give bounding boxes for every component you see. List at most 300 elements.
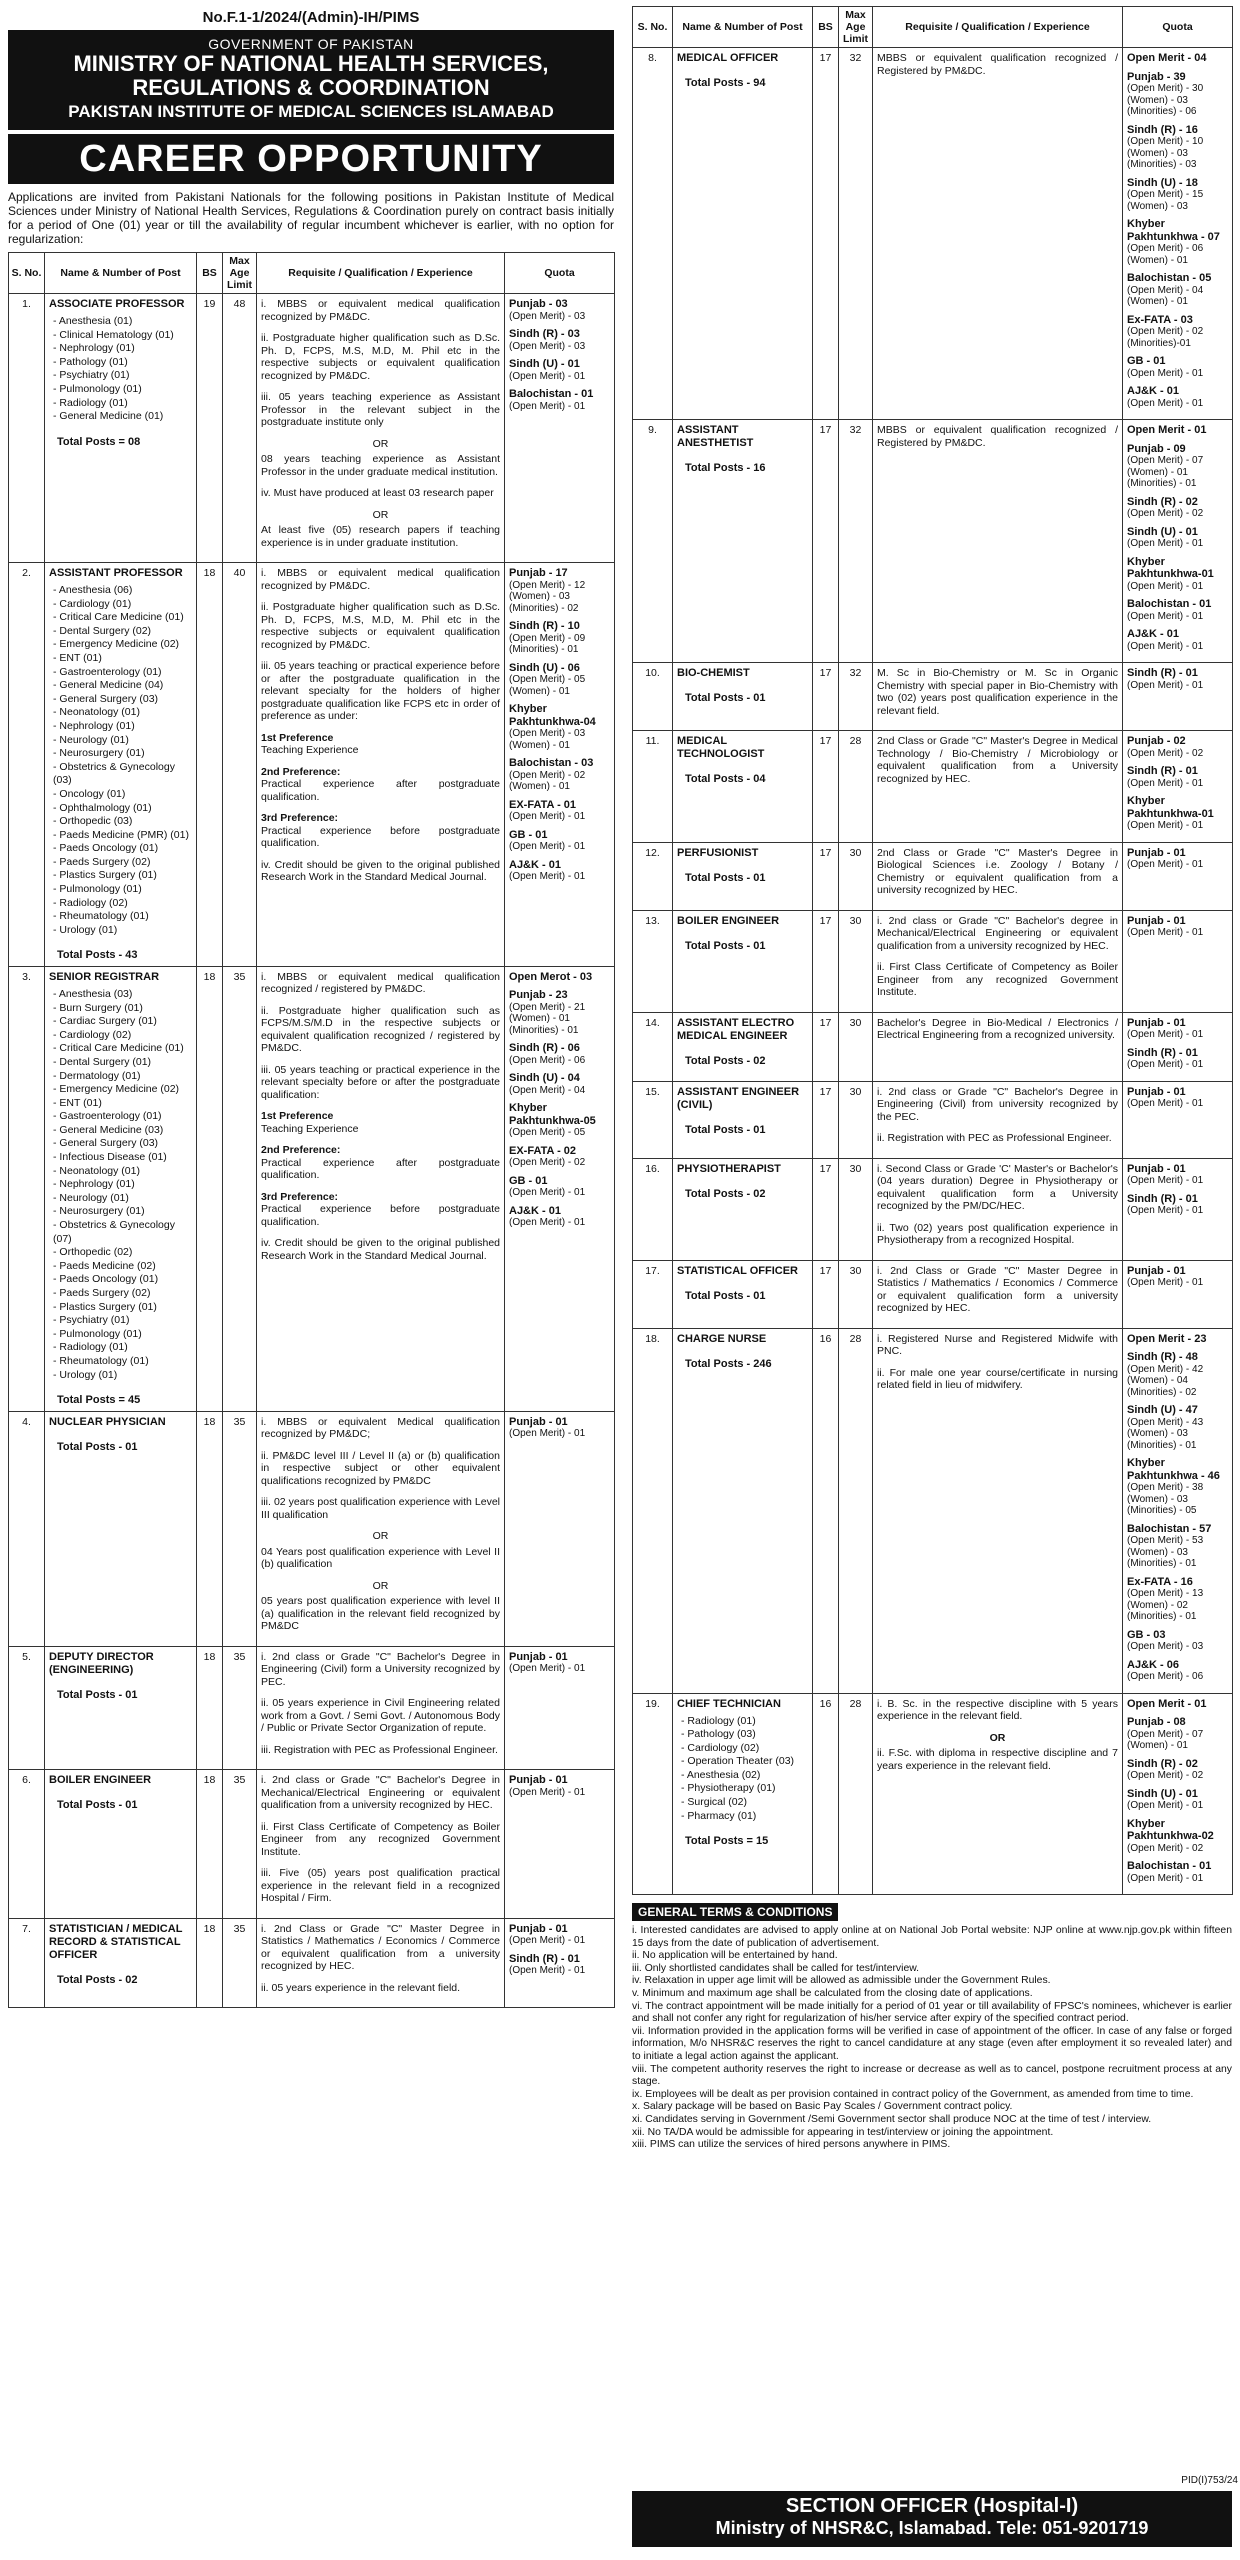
specialty-item: - Burn Surgery (01) <box>53 1002 192 1016</box>
specialty-item: - Cardiology (02) <box>681 1742 808 1756</box>
quota-block <box>509 1205 610 1229</box>
post-age: 32 <box>839 420 873 663</box>
post-age: 35 <box>223 1770 257 1919</box>
quota-detail: (Open Merit) - 03 <box>509 728 586 739</box>
quota-detail: (Open Merit) - 07 <box>1127 455 1204 466</box>
quota-block <box>509 1774 610 1798</box>
term-item: i. Interested candidates are advised to apply online at on National Job Portal website: NJP online at www.njp.gov.pk within fifteen 15 days from the date of publication of advertisement. <box>632 1925 1232 1949</box>
quota-detail: (Minorities) - 02 <box>509 602 579 614</box>
quota-detail: (Women) - 03 <box>1127 147 1188 159</box>
requisite-item: i. 2nd Class or Grade "C" Master Degree in Statistics / Mathematics / Economics / Commerce or equivalent qualification form a university recognized by HEC. <box>877 1264 1118 1314</box>
post-bs: 17 <box>813 842 839 910</box>
post-age: 30 <box>839 1158 873 1260</box>
post-age: 48 <box>223 294 257 563</box>
post-row <box>9 1646 615 1770</box>
quota-block <box>1127 355 1228 379</box>
quota-cell <box>1123 1158 1233 1260</box>
post-age: 30 <box>839 1012 873 1081</box>
post-name: NUCLEAR PHYSICIAN <box>49 1415 166 1428</box>
quota-block <box>1127 1818 1228 1855</box>
specialty-item: - Anesthesia (03) <box>53 988 192 1002</box>
specialty-item: - Neonatology (01) <box>53 706 192 720</box>
quota-region: Punjab - 03 <box>509 298 568 310</box>
table-header-row <box>633 7 1233 48</box>
quota-block <box>1127 1576 1228 1623</box>
specialty-item: - Infectious Disease (01) <box>53 1151 192 1165</box>
header-req: Requisite / Qualification / Experience <box>873 7 1123 48</box>
quota-region: Khyber Pakhtunkhwa - 07 <box>1127 218 1220 243</box>
specialty-item: - General Surgery (03) <box>53 1137 192 1151</box>
quota-block <box>1127 71 1228 118</box>
quota-region: Punjab - 01 <box>1127 1016 1186 1029</box>
requisite-item: ii. First Class Certificate of Competency as Boiler Engineer from any recognized Government Institute. <box>877 961 1118 998</box>
header-age: Max Age Limit <box>839 7 873 48</box>
requisite-item: ii. F.Sc. with diploma in respective discipline and 7 years experience in the relevant field. <box>877 1747 1118 1772</box>
requisite-item: Bachelor's Degree in Bio-Medical / Electronics / Electrical Engineering from a recognized university. <box>877 1016 1118 1041</box>
requisite-cell <box>873 842 1123 910</box>
quota-detail: (Open Merit) - 01 <box>1127 397 1204 409</box>
quota-block <box>1127 1716 1228 1752</box>
header-name: Name & Number of Post <box>45 253 197 294</box>
preference-heading: 2nd Preference: <box>261 765 341 778</box>
preference-heading: 2nd Preference: <box>261 1144 341 1157</box>
quota-cell <box>1123 420 1233 663</box>
quota-region: Punjab - 01 <box>509 1774 568 1787</box>
quota-block <box>1127 1758 1228 1782</box>
quota-block <box>1127 847 1228 871</box>
quota-region: Punjab - 08 <box>1127 1716 1186 1728</box>
specialty-item: - Cardiac Surgery (01) <box>53 1015 192 1029</box>
table-header-row <box>9 253 615 294</box>
post-sno: 3. <box>9 966 45 1411</box>
quota-block <box>509 1145 610 1169</box>
specialty-item: - Neonatology (01) <box>53 1165 192 1179</box>
specialty-item: - Radiology (01) <box>53 397 192 411</box>
post-age: 30 <box>839 1081 873 1158</box>
specialty-item: - Dental Surgery (02) <box>53 625 192 639</box>
post-name-cell <box>673 1012 813 1081</box>
specialty-item: - Obstetrics & Gynecology (03) <box>53 761 192 788</box>
quota-block <box>1127 1523 1228 1570</box>
post-name: CHIEF TECHNICIAN <box>677 1697 781 1710</box>
post-row <box>633 420 1233 663</box>
quota-region: Khyber Pakhtunkhwa-01 <box>1127 555 1214 580</box>
quota-detail: (Open Merit) - 03 <box>509 340 586 352</box>
or-separator: OR <box>989 1731 1006 1744</box>
term-item: v. Minimum and maximum age shall be calculated from the closing date of applications. <box>632 1987 1033 1999</box>
requisite-item: Teaching Experience <box>261 744 359 756</box>
post-bs: 18 <box>197 1918 223 2008</box>
quota-detail: (Open Merit) - 30 <box>1127 83 1204 94</box>
quota-detail: (Open Merit) - 01 <box>1127 580 1204 592</box>
requisite-item: 08 years teaching experience as Assistant Professor in the under graduate medical institution. <box>261 453 500 478</box>
quota-region: Balochistan - 03 <box>509 757 594 769</box>
requisite-item: ii. For male one year course/certificate in nursing related field in lieu of midwifery. <box>877 1366 1118 1391</box>
requisite-item: i. B. Sc. in the respective discipline with 5 years experience in the relevant field. <box>877 1697 1118 1722</box>
post-row <box>633 910 1233 1012</box>
post-bs: 17 <box>813 48 839 420</box>
specialty-item: - Radiology (02) <box>53 897 192 911</box>
quota-region: Punjab - 02 <box>1127 735 1186 747</box>
total-posts: Total Posts - 246 <box>685 1357 772 1370</box>
header-age: Max Age Limit <box>223 253 257 294</box>
post-row <box>633 1012 1233 1081</box>
quota-region: Punjab - 09 <box>1127 442 1186 455</box>
quota-detail: (Open Merit) - 01 <box>1127 610 1204 622</box>
post-sno: 5. <box>9 1646 45 1770</box>
quota-block <box>509 388 610 412</box>
requisite-item: iv. Must have produced at least 03 research paper <box>261 487 494 499</box>
quota-detail: (Minorities) - 05 <box>1127 1505 1197 1516</box>
quota-block <box>1127 1163 1228 1187</box>
total-posts: Total Posts - 94 <box>685 77 766 89</box>
specialty-item: - Surgical (02) <box>681 1796 808 1810</box>
quota-detail: (Open Merit) - 01 <box>509 1935 586 1947</box>
specialty-item: - Psychiatry (01) <box>53 369 192 383</box>
quota-detail: (Open Merit) - 06 <box>509 1054 586 1066</box>
specialty-item: - Neurosurgery (01) <box>53 747 192 761</box>
quota-block <box>509 757 610 793</box>
term-item: xi. Candidates serving in Government /Semi Government sector shall produce NOC at the time of test / interview. <box>632 2113 1152 2125</box>
quota-detail: (Open Merit) - 01 <box>509 1786 586 1798</box>
file-number: No.F.1-1/2024/(Admin)-IH/PIMS <box>202 9 420 26</box>
quota-block <box>1127 1333 1228 1346</box>
post-sno: 1. <box>9 294 45 563</box>
quota-detail: (Open Merit) - 13 <box>1127 1588 1204 1599</box>
quota-block <box>509 1072 610 1096</box>
requisite-cell <box>257 1646 505 1770</box>
total-posts: Total Posts - 43 <box>57 949 138 962</box>
quota-detail: (Minorities) - 01 <box>509 1024 579 1036</box>
specialty-item: - Neurology (01) <box>53 734 192 748</box>
post-sno: 19. <box>633 1693 673 1895</box>
specialty-item: - Physiotherapy (01) <box>681 1782 808 1796</box>
requisite-item: i. 2nd class or Grade "C" Bachelor's Degree in Mechanical/Electrical Engineering or equivalent qualification from a university recognized by HEC. <box>261 1774 500 1812</box>
quota-region: Balochistan - 01 <box>509 388 594 400</box>
quota-block <box>509 799 610 823</box>
term-item: iii. Only shortlisted candidates shall be called for test/interview. <box>632 1962 920 1974</box>
post-sno: 12. <box>633 842 673 910</box>
requisite-cell <box>257 1770 505 1919</box>
quota-detail: (Open Merit) - 01 <box>509 871 586 882</box>
quota-block <box>1127 1629 1228 1653</box>
quota-block <box>1127 443 1228 490</box>
post-bs: 18 <box>197 563 223 967</box>
requisite-cell <box>873 420 1123 663</box>
post-bs: 17 <box>813 1260 839 1328</box>
post-name: PERFUSIONIST <box>677 846 759 859</box>
quota-region: Punjab - 39 <box>1127 70 1186 83</box>
specialty-item: - Pulmonology (01) <box>53 1328 192 1342</box>
quota-detail: (Women) - 04 <box>1127 1375 1188 1386</box>
quota-block <box>509 328 610 352</box>
post-name-cell <box>673 1693 813 1895</box>
quota-region: Sindh (U) - 01 <box>1127 1787 1198 1800</box>
quota-cell <box>1123 663 1233 731</box>
quota-detail: (Open Merit) - 21 <box>509 1001 586 1013</box>
quota-detail: (Open Merit) - 01 <box>509 1663 586 1675</box>
post-row <box>9 563 615 967</box>
post-age: 28 <box>839 1328 873 1693</box>
post-row <box>9 1411 615 1646</box>
quota-region: Open Merit - 23 <box>1127 1332 1207 1345</box>
term-item: xii. No TA/DA would be admissible for appearing in test/interview or joining the appointment. <box>632 2126 1054 2138</box>
quota-block <box>1127 915 1228 939</box>
specialty-item: - Radiology (01) <box>53 1341 192 1355</box>
quota-region: Sindh (U) - 01 <box>509 358 580 370</box>
post-sno: 4. <box>9 1411 45 1646</box>
header-sno: S. No. <box>633 7 673 48</box>
quota-detail: (Minorities) - 03 <box>1127 159 1197 170</box>
quota-detail: (Open Merit) - 05 <box>509 674 586 685</box>
specialty-item: - Critical Care Medicine (01) <box>53 611 192 625</box>
quota-region: Khyber Pakhtunkhwa-02 <box>1127 1817 1214 1842</box>
ministry-contact: Ministry of NHSR&C, Islamabad. Tele: 051-9201719 <box>715 2518 1149 2538</box>
specialty-item: - Pulmonology (01) <box>53 383 192 397</box>
requisite-cell <box>257 966 505 1411</box>
ministry-line-1: MINISTRY OF NATIONAL HEALTH SERVICES, <box>73 51 549 76</box>
specialty-item: - Pharmacy (01) <box>681 1810 808 1824</box>
quota-region: Sindh (U) - 06 <box>509 661 580 674</box>
quota-cell <box>1123 1693 1233 1895</box>
quota-block <box>1127 1265 1228 1289</box>
quota-detail: (Open Merit) - 01 <box>1127 927 1204 938</box>
requisite-cell <box>873 910 1123 1012</box>
specialty-item: - Cardiology (02) <box>53 1029 192 1043</box>
quota-detail: (Women) - 03 <box>1127 94 1188 106</box>
quota-detail: (Open Merit) - 04 <box>509 1084 586 1096</box>
specialty-item: - Obstetrics & Gynecology (07) <box>53 1219 192 1246</box>
quota-region: Balochistan - 05 <box>1127 272 1212 284</box>
post-sno: 11. <box>633 731 673 843</box>
quota-detail: (Open Merit) - 01 <box>1127 820 1204 831</box>
posts-table-right <box>632 6 1233 1895</box>
quota-detail: (Women) - 03 <box>1127 1428 1188 1439</box>
quota-detail: (Open Merit) - 02 <box>1127 326 1204 337</box>
post-row <box>9 1918 615 2008</box>
requisite-item: MBBS or equivalent qualification recognized / Registered by PM&DC. <box>877 424 1118 449</box>
requisite-item: iii. Registration with PEC as Professional Engineer. <box>261 1743 498 1756</box>
requisite-cell <box>873 1081 1123 1158</box>
quota-region: Khyber Pakhtunkhwa-05 <box>509 1102 596 1127</box>
quota-detail: (Women) - 03 <box>1127 1493 1188 1505</box>
quota-region: Punjab - 17 <box>509 567 568 579</box>
post-age: 30 <box>839 842 873 910</box>
post-age: 28 <box>839 731 873 843</box>
requisite-cell <box>257 294 505 563</box>
post-name: ASSISTANT ELECTRO MEDICAL ENGINEER <box>677 1016 795 1042</box>
requisite-cell <box>257 1411 505 1646</box>
specialty-item: - Radiology (01) <box>681 1715 808 1729</box>
quota-block <box>1127 52 1228 65</box>
post-bs: 17 <box>813 1158 839 1260</box>
quota-detail: (Women) - 01 <box>509 739 570 751</box>
section-officer: SECTION OFFICER (Hospital-I) <box>785 2495 1079 2517</box>
quota-region: GB - 01 <box>1127 355 1166 367</box>
quota-block <box>509 1651 610 1675</box>
quota-detail: (Open Merit) - 07 <box>1127 1728 1204 1740</box>
header-req: Requisite / Qualification / Experience <box>257 253 505 294</box>
total-posts: Total Posts - 01 <box>685 939 766 952</box>
post-age: 35 <box>223 1646 257 1770</box>
quota-detail: (Open Merit) - 06 <box>1127 1671 1204 1682</box>
requisite-item: i. MBBS or equivalent medical qualification recognized by PM&DC. <box>261 298 500 323</box>
specialty-item: - Nephrology (01) <box>53 342 192 356</box>
post-bs: 17 <box>813 663 839 731</box>
quota-cell <box>505 1411 615 1646</box>
specialty-item: - Rheumatology (01) <box>53 910 192 924</box>
specialty-item: - General Medicine (04) <box>53 679 192 693</box>
quota-region: Open Merit - 04 <box>1127 52 1207 64</box>
specialty-item: - Nephrology (01) <box>53 1178 192 1192</box>
quota-block <box>509 971 610 984</box>
quota-region: Sindh (R) - 01 <box>1127 1192 1198 1205</box>
quota-detail: (Open Merit) - 02 <box>1127 508 1204 519</box>
post-name-cell <box>673 1158 813 1260</box>
post-name-cell <box>673 1260 813 1328</box>
pid-number: PID(I)753/24 <box>1181 2475 1238 2486</box>
quota-region: Sindh (R) - 01 <box>1127 1046 1198 1059</box>
post-sno: 15. <box>633 1081 673 1158</box>
quota-detail: (Open Merit) - 01 <box>1127 1029 1204 1040</box>
requisite-item: ii. 05 years experience in Civil Engineering related work from a Govt. / Semi Govt. / Autonomous Body / Public or Private Sector Organization of repute. <box>261 1697 500 1735</box>
quota-detail: (Open Merit) - 42 <box>1127 1363 1204 1375</box>
post-name-cell <box>673 842 813 910</box>
quota-block <box>509 859 610 883</box>
quota-region: AJ&K - 06 <box>1127 1658 1179 1671</box>
quota-cell <box>505 294 615 563</box>
specialty-item: - Anesthesia (02) <box>681 1769 808 1783</box>
specialty-item: - ENT (01) <box>53 652 192 666</box>
total-posts: Total Posts = 08 <box>57 435 141 448</box>
post-age: 30 <box>839 910 873 1012</box>
post-name-cell <box>45 1770 197 1919</box>
requisite-item: Practical experience after postgraduate qualification. <box>261 1156 500 1182</box>
specialty-item: - Ophthalmology (01) <box>53 802 192 816</box>
quota-block <box>1127 526 1228 550</box>
quota-region: Punjab - 01 <box>509 1922 568 1935</box>
post-name: ASSISTANT ANESTHETIST <box>677 424 754 449</box>
quota-region: Sindh (R) - 10 <box>509 620 580 632</box>
quota-cell <box>505 563 615 967</box>
quota-block <box>509 358 610 382</box>
requisite-item: i. 2nd class or Grade "C" Bachelor's Degree in Engineering (Civil) from university recognized by the PEC. <box>877 1085 1118 1123</box>
post-name: STATISTICIAN / MEDICAL RECORD & STATISTICAL OFFICER <box>49 1922 183 1961</box>
quota-detail: (Open Merit) - 10 <box>1127 136 1204 147</box>
specialty-item: - General Medicine (01) <box>53 410 192 424</box>
quota-block <box>509 1953 610 1977</box>
requisite-item: iii. Five (05) years post qualification practical experience in the relevant field in a recognized Hospital / Firm. <box>261 1867 500 1905</box>
post-name: ASSISTANT ENGINEER (CIVIL) <box>677 1085 800 1111</box>
preference-heading: 1st Preference <box>261 731 334 744</box>
post-sno: 8. <box>633 48 673 420</box>
post-name-cell <box>45 1411 197 1646</box>
quota-detail: (Minorities)-01 <box>1127 337 1191 349</box>
post-age: 30 <box>839 1260 873 1328</box>
specialty-item: - Operation Theater (03) <box>681 1755 808 1769</box>
requisite-item: ii. Postgraduate higher qualification such as D.Sc. Ph. D, FCPS, M.S, M.D, M. Phil etc in the respective subjects or equivalent qualification recognized by PM&DC. <box>261 332 500 382</box>
quota-cell <box>1123 731 1233 843</box>
specialty-item: - Paeds Medicine (02) <box>53 1260 192 1274</box>
post-sno: 7. <box>9 1918 45 2008</box>
quota-region: Balochistan - 01 <box>1127 1860 1212 1872</box>
quota-region: Sindh (U) - 18 <box>1127 176 1198 189</box>
quota-region: Open Merit - 01 <box>1127 424 1207 436</box>
quota-detail: (Open Merit) - 02 <box>1127 1842 1204 1854</box>
post-sno: 9. <box>633 420 673 663</box>
requisite-cell <box>873 1260 1123 1328</box>
quota-cell <box>1123 48 1233 420</box>
requisite-item: ii. Postgraduate higher qualification such as FCPS/M.S/M.D in the respective subjects or equivalent qualification recognized / registered by PM&DC. <box>261 1004 500 1055</box>
quota-block <box>509 703 610 751</box>
quota-cell <box>1123 910 1233 1012</box>
quota-block <box>509 567 610 614</box>
quota-block <box>1127 795 1228 832</box>
post-age: 40 <box>223 563 257 967</box>
post-row <box>9 294 615 563</box>
post-bs: 18 <box>197 1411 223 1646</box>
quota-detail: (Open Merit) - 05 <box>509 1127 586 1139</box>
quota-block <box>1127 1860 1228 1884</box>
posts-table-left <box>8 252 615 2008</box>
requisite-item: ii. Two (02) years post qualification experience in Physiotherapy from a recognized Hospital. <box>877 1221 1118 1246</box>
requisite-item: iv. Credit should be given to the original published Research Work in the Standard Medical Journal. <box>261 1237 500 1262</box>
quota-block <box>1127 1047 1228 1071</box>
quota-region: Sindh (R) - 06 <box>509 1042 580 1055</box>
quota-detail: (Minorities) - 02 <box>1127 1386 1197 1398</box>
quota-region: Sindh (U) - 04 <box>509 1072 580 1085</box>
specialty-item: - Paeds Surgery (02) <box>53 856 192 870</box>
specialty-item: - Urology (01) <box>53 924 192 938</box>
term-item: ii. No application will be entertained by hand. <box>632 1950 838 1962</box>
requisite-cell <box>873 731 1123 843</box>
requisite-item: i. MBBS or equivalent medical qualification recognized by PM&DC. <box>261 567 500 592</box>
post-row <box>633 1260 1233 1328</box>
total-posts: Total Posts - 01 <box>57 1688 138 1701</box>
quota-detail: (Open Merit) - 01 <box>509 1965 586 1977</box>
quota-detail: (Women) - 01 <box>509 781 570 792</box>
requisite-cell <box>873 1012 1123 1081</box>
requisite-cell <box>257 1918 505 2008</box>
requisite-item: 2nd Class or Grade "C" Master's Degree in Biological Sciences i.e. Zoology / Botany / Chemistry or equivalent qualification from a university recognized by HEC. <box>877 846 1118 896</box>
specialty-list <box>681 1715 808 1824</box>
quota-region: AJ&K - 01 <box>1127 385 1179 397</box>
header-quota: Quota <box>1123 7 1233 48</box>
quota-detail: (Open Merit) - 03 <box>509 310 586 322</box>
quota-block <box>1127 424 1228 437</box>
quota-detail: (Open Merit) - 01 <box>1127 1800 1204 1811</box>
preference-heading: 3rd Preference: <box>261 812 339 824</box>
post-age: 35 <box>223 1918 257 2008</box>
post-name-cell <box>673 48 813 420</box>
post-name-cell <box>673 1328 813 1693</box>
post-bs: 16 <box>813 1693 839 1895</box>
institute-name: PAKISTAN INSTITUTE OF MEDICAL SCIENCES ISLAMABAD <box>68 102 554 121</box>
requisite-item: i. MBBS or equivalent medical qualification recognized / registered by PM&DC. <box>261 970 500 996</box>
term-item: vi. The contract appointment will be made initially for a period of 01 year or till availability of FPSC's nominees, whichever is earlier and shall not confer any right for regularization of his/her service after expiry of the specified contract period. <box>632 2000 1232 2025</box>
quota-cell <box>1123 1012 1233 1081</box>
or-separator: OR <box>372 1579 389 1592</box>
requisite-item: MBBS or equivalent qualification recognized / Registered by PM&DC. <box>877 52 1118 77</box>
quota-block <box>1127 314 1228 350</box>
term-item: ix. Employees will be dealt as per provision contained in contract policy of the Government, as amended from time to time. <box>632 2088 1194 2100</box>
quota-block <box>509 1042 610 1066</box>
requisite-item: i. Registered Nurse and Registered Midwife with PNC. <box>877 1332 1118 1357</box>
requisite-item: Practical experience before postgraduate qualification. <box>261 824 500 849</box>
quota-detail: (Open Merit) - 01 <box>1127 1277 1204 1288</box>
total-posts: Total Posts - 16 <box>685 462 766 474</box>
specialty-item: - Pathology (01) <box>53 356 192 370</box>
